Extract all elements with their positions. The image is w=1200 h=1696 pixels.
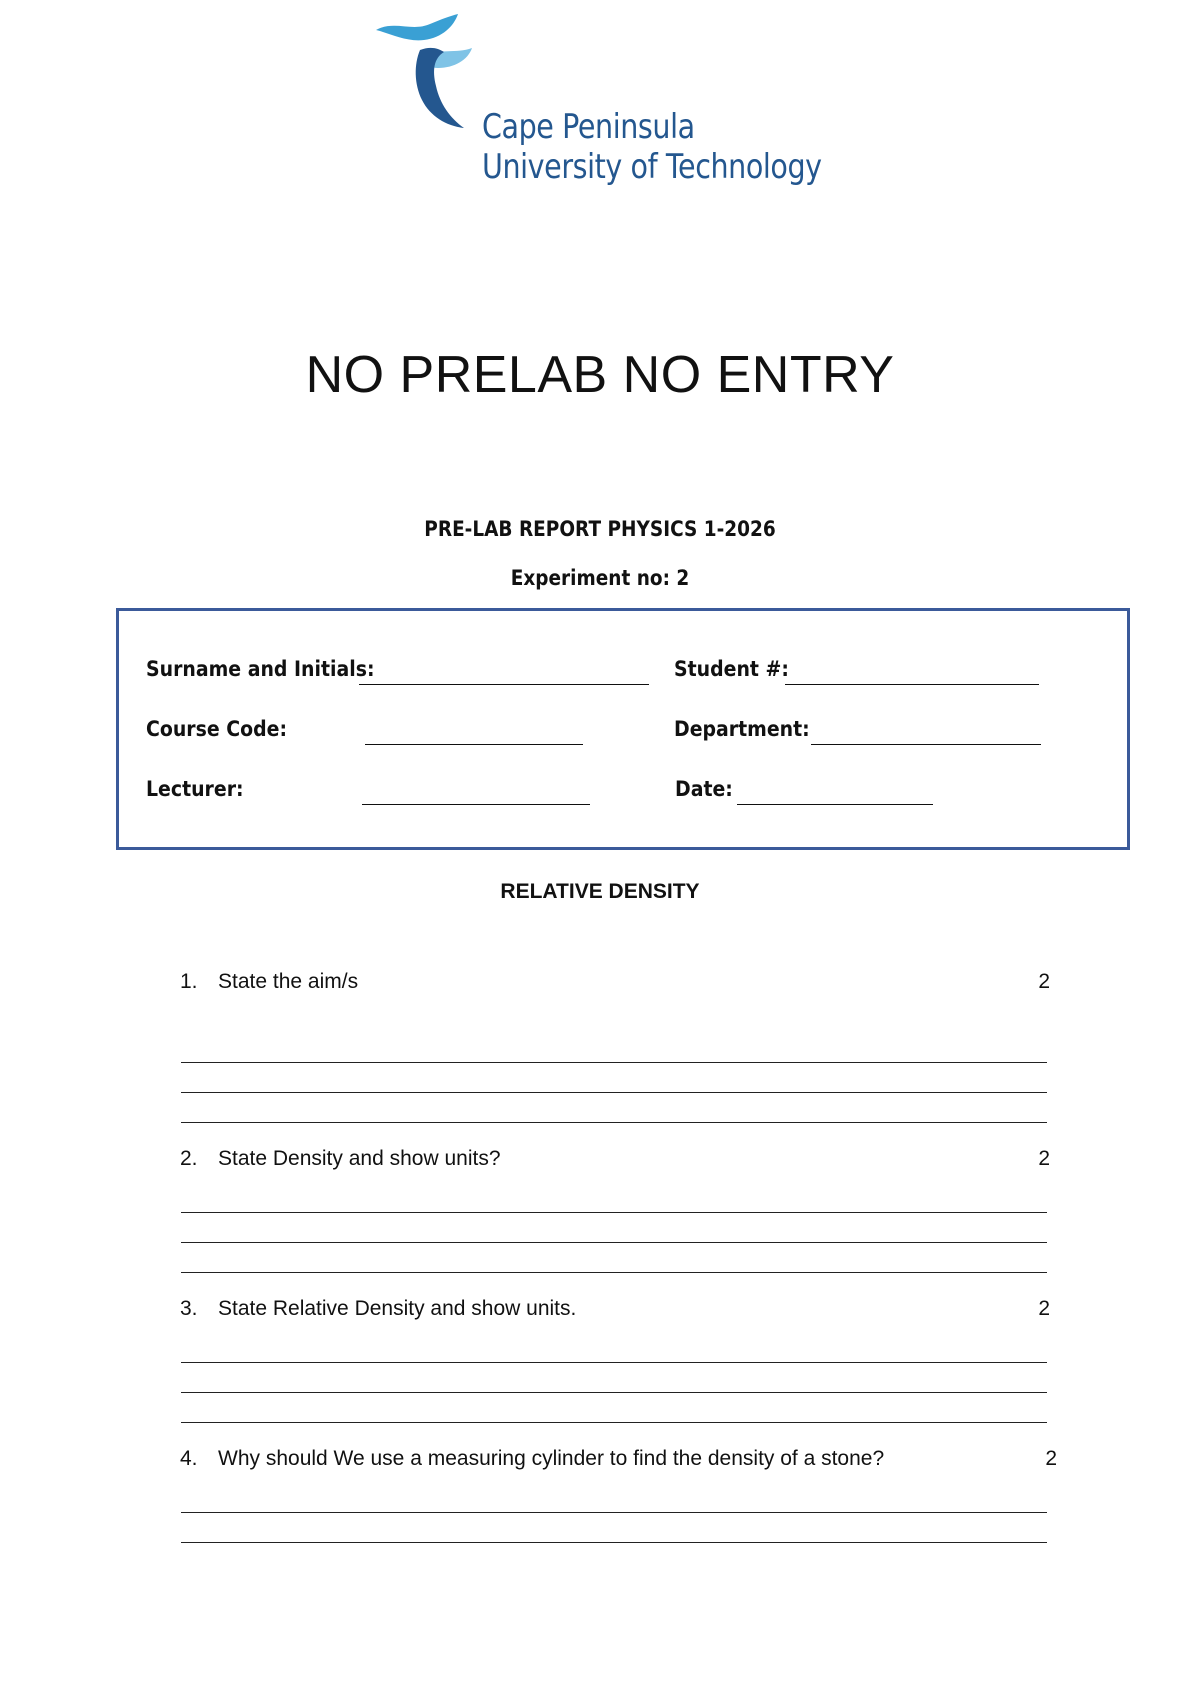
question-marks: 2 xyxy=(1038,1147,1050,1170)
student-number-label: Student #: xyxy=(674,657,789,681)
surname-blank[interactable] xyxy=(359,684,649,685)
lecturer-blank[interactable] xyxy=(362,804,590,805)
answer-line[interactable] xyxy=(181,1092,1047,1093)
answer-line[interactable] xyxy=(181,1062,1047,1063)
date-label: Date: xyxy=(675,777,733,801)
section-title: RELATIVE DENSITY xyxy=(500,880,700,903)
date-blank[interactable] xyxy=(737,804,933,805)
department-field xyxy=(674,717,825,741)
question-text: Why should We use a measuring cylinder to find the density of a stone? xyxy=(218,1447,885,1470)
answer-line[interactable] xyxy=(181,1392,1047,1393)
question-2 xyxy=(180,1147,1050,1171)
department-label: Department: xyxy=(674,717,810,741)
experiment-number: Experiment no: 2 xyxy=(510,566,690,590)
university-logo xyxy=(372,12,822,202)
student-info-box xyxy=(116,608,1130,850)
logo-line-1: Cape Peninsula xyxy=(482,107,695,147)
course-code-blank[interactable] xyxy=(365,744,583,745)
answer-line[interactable] xyxy=(181,1362,1047,1363)
student-number-blank[interactable] xyxy=(785,684,1039,685)
lecturer-field xyxy=(146,777,254,801)
department-blank[interactable] xyxy=(811,744,1041,745)
course-code-label: Course Code: xyxy=(146,717,288,741)
question-number: 3. xyxy=(180,1297,198,1320)
question-text: State Relative Density and show units. xyxy=(218,1297,577,1320)
answer-line[interactable] xyxy=(181,1272,1047,1273)
answer-line[interactable] xyxy=(181,1512,1047,1513)
answer-line[interactable] xyxy=(181,1212,1047,1213)
logo-mark-icon xyxy=(372,12,492,142)
logo-text xyxy=(482,107,886,187)
question-marks: 2 xyxy=(1038,970,1050,993)
answer-line[interactable] xyxy=(181,1542,1047,1543)
question-number: 2. xyxy=(180,1147,198,1170)
question-number: 4. xyxy=(180,1447,198,1470)
surname-label: Surname and Initials: xyxy=(146,657,375,681)
question-1 xyxy=(180,970,1050,994)
date-field xyxy=(675,777,739,801)
student-number-field xyxy=(674,657,802,681)
answer-line[interactable] xyxy=(181,1422,1047,1423)
surname-field xyxy=(146,657,400,681)
answer-line[interactable] xyxy=(181,1122,1047,1123)
question-4 xyxy=(180,1447,1057,1471)
question-marks: 2 xyxy=(1045,1447,1057,1470)
logo-line-2: University of Technology xyxy=(482,147,822,187)
course-code-field xyxy=(146,717,303,741)
answer-line[interactable] xyxy=(181,1242,1047,1243)
question-text: State Density and show units? xyxy=(218,1147,501,1170)
question-text: State the aim/s xyxy=(218,970,359,993)
lecturer-label: Lecturer: xyxy=(146,777,244,801)
question-number: 1. xyxy=(180,970,198,993)
question-3 xyxy=(180,1297,1050,1321)
report-title: PRE-LAB REPORT PHYSICS 1-2026 xyxy=(424,517,776,541)
main-heading: NO PRELAB NO ENTRY xyxy=(305,346,895,404)
question-marks: 2 xyxy=(1038,1297,1050,1320)
